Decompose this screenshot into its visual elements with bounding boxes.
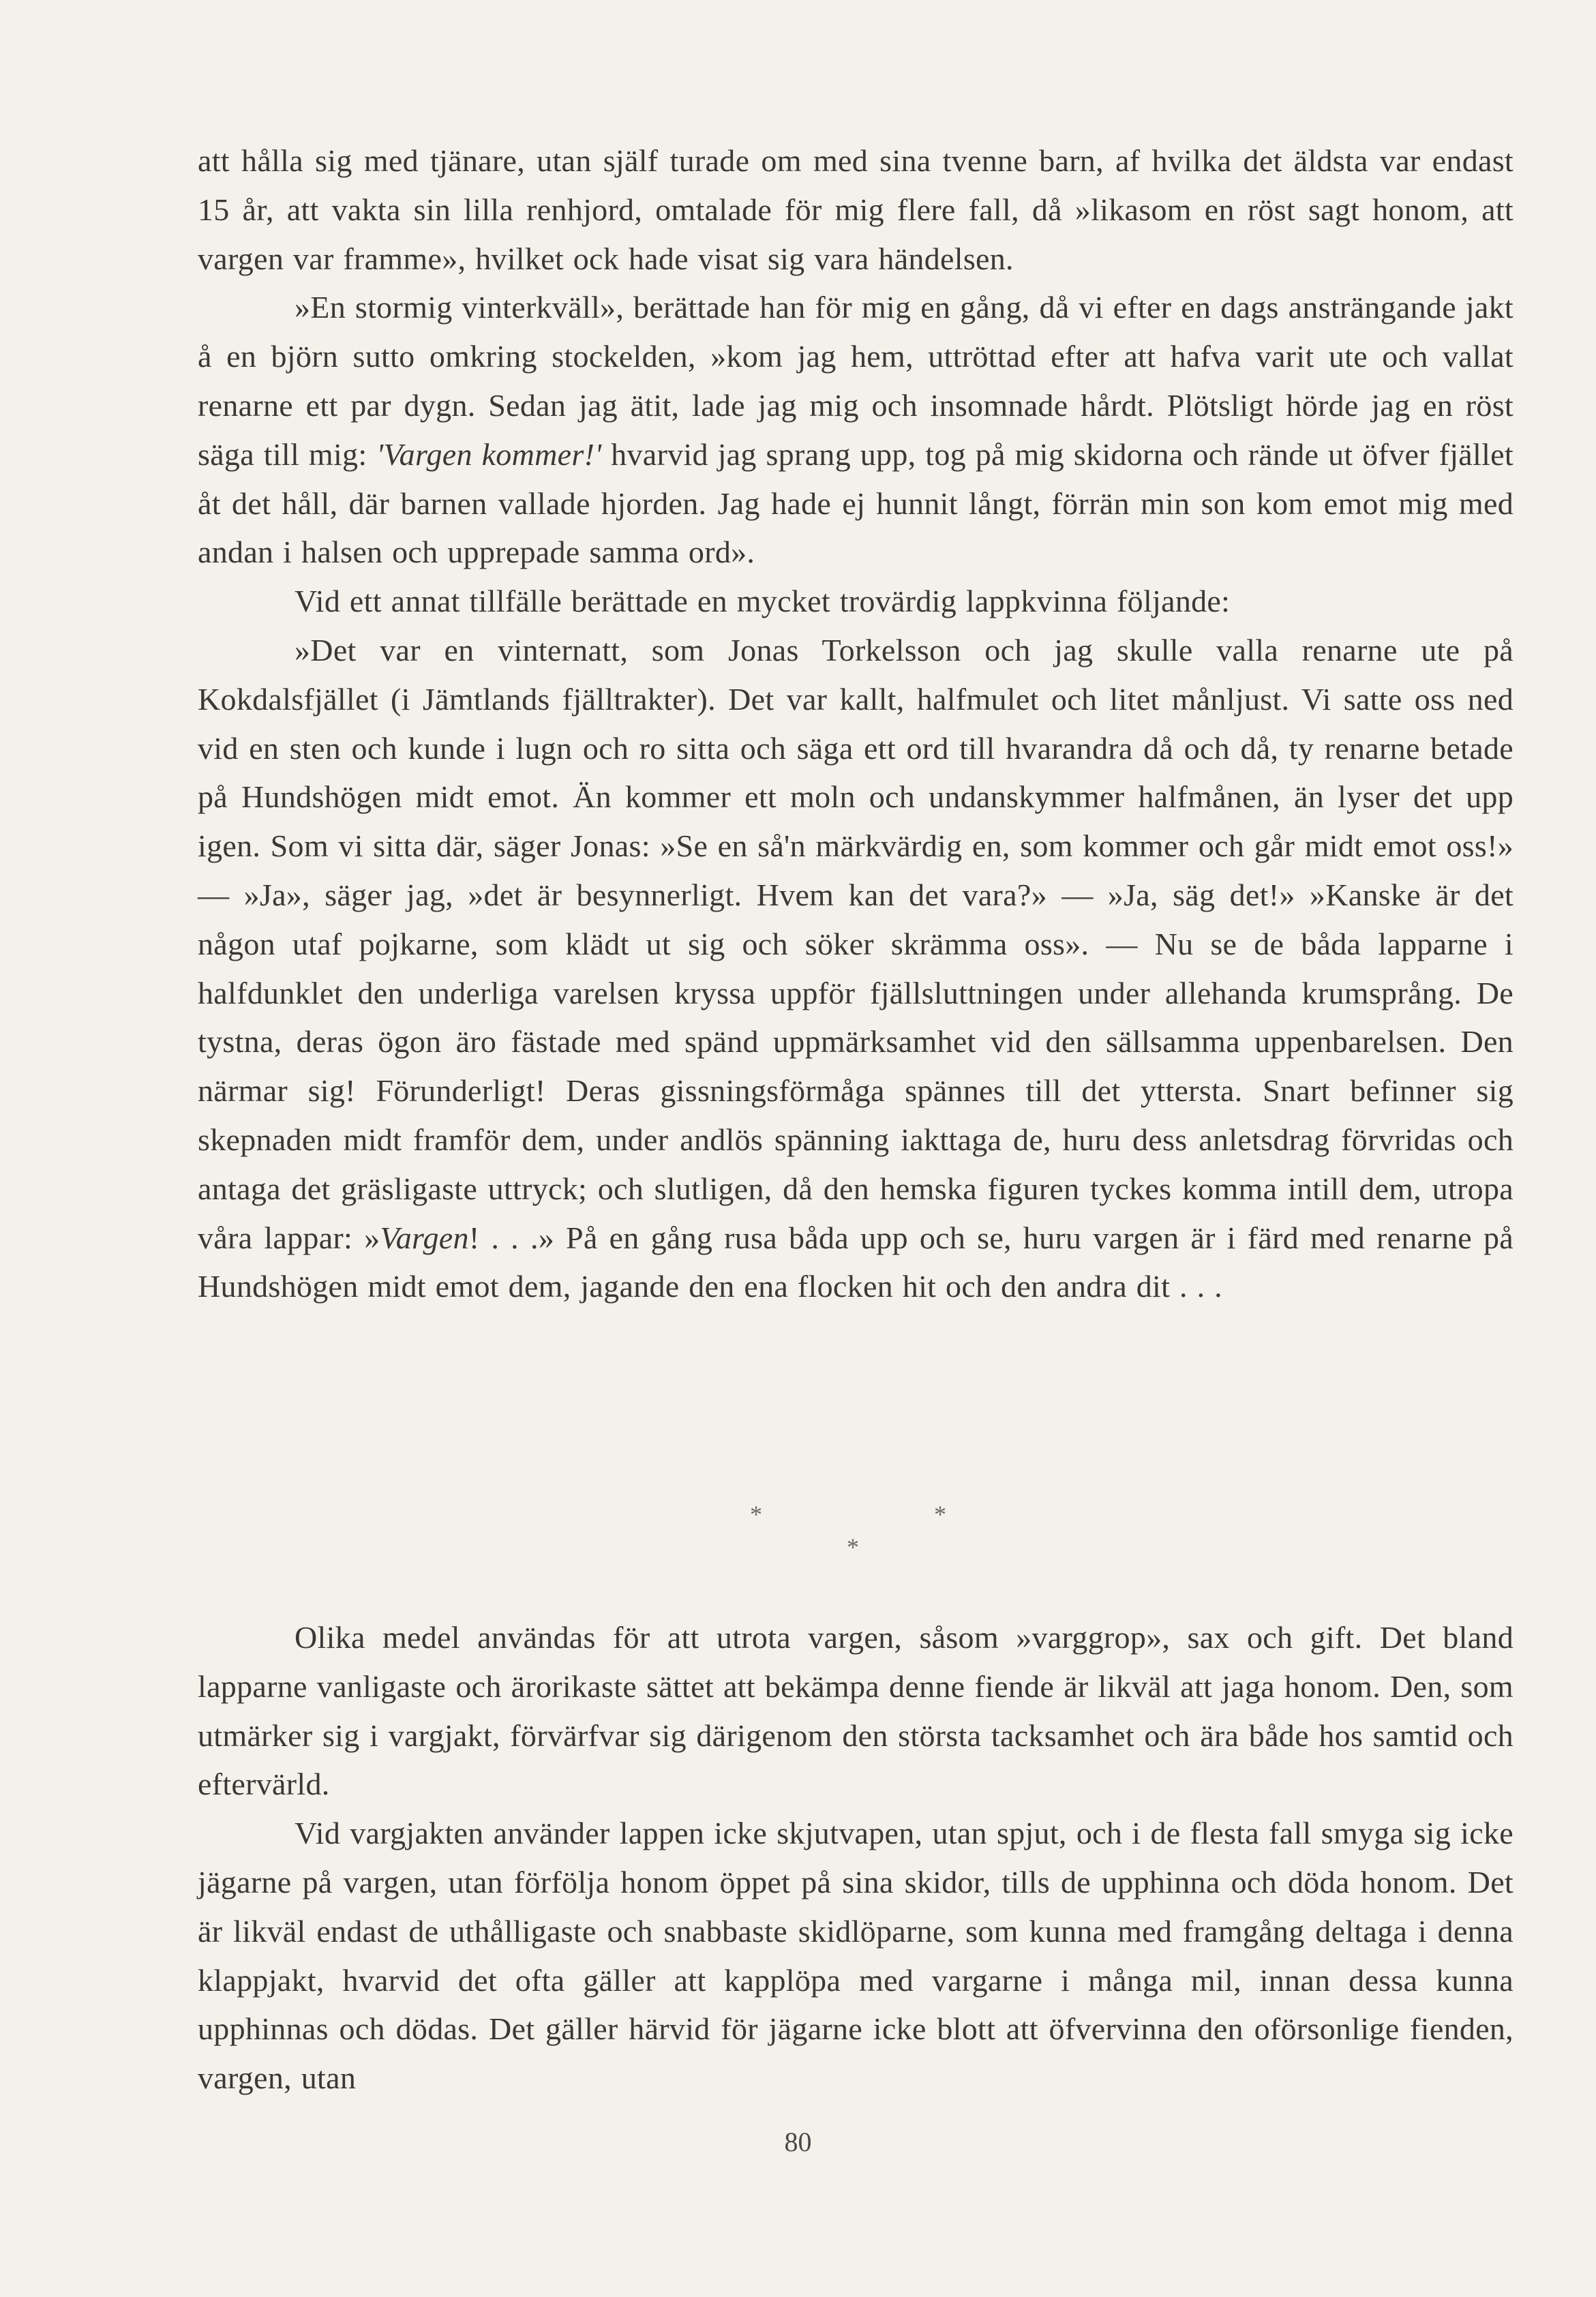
paragraph-2-italic-quote: 'Vargen kommer!' <box>376 436 602 472</box>
paragraph-3-text: Vid ett annat tillfälle berättade en mycket trovärdig lappkvinna följande: <box>295 584 1231 619</box>
divider-star-right: * <box>934 1501 946 1528</box>
divider-star-center: * <box>847 1533 859 1561</box>
paragraph-6 <box>198 1809 1514 2103</box>
bottom-text-section <box>198 1613 1514 2103</box>
paragraph-2 <box>198 283 1514 577</box>
page-number: 80 <box>784 2127 812 2157</box>
section-divider <box>0 1500 1596 1568</box>
top-text-section <box>198 136 1514 1311</box>
paragraph-4 <box>198 626 1514 1311</box>
paragraph-6-text: Vid vargjakten använder lappen icke skjutvapen, utan spjut, och i de flesta fall smyga sig icke jägarne på vargen, utan förfölja honom öppet på sina skidor, tills de upphinna och döda honom. Det är likväl endast de uthålligaste och snabbaste skidlöparne, som kunna med framgång deltaga i denna klappjakt, hvarvid det ofta gäller att kapplöpa med vargarne i många mil, innan dessa kunna upphinnas och dödas. Det gäller härvid för jägarne icke blott att öfvervinna den oförsonlige fienden, vargen, utan <box>198 1816 1514 2096</box>
paragraph-4-italic-word: Vargen <box>380 1220 469 1255</box>
paragraph-2-text-b: hvarvid jag sprang upp, tog på mig skidorna och rände ut öfver fjället åt det håll, där barnen vallade hjorden. Jag hade ej hunnit långt, förrän min son kom emot mig med andan i halsen och upprepade samma ord». <box>198 436 1514 570</box>
paragraph-1 <box>198 136 1514 283</box>
paragraph-4-text-a: »Det var en vinternatt, som Jonas Torkelsson och jag skulle valla renarne ute på Kokdalsfjället (i Jämtlands fjälltrakter). Det var kallt, halfmulet och litet månljust. Vi satte oss ned vid en sten och kunde i lugn och ro sitta och säga ett ord till hvarandra då och då, ty renarne betade på Hundshögen midt emot. Än kommer ett moln och undanskymmer halfmånen, än lyser det upp igen. Som vi sitta där, säger Jonas: »Se en så'n märkvärdig en, som kommer och går midt emot oss!» — »Ja», säger jag, »det är besynnerligt. Hvem kan det vara?» — »Ja, säg det!» »Kanske är det någon utaf pojkarne, som klädt ut sig och söker skrämma oss». — Nu se de båda lapparne i halfdunklet den underliga varelsen kryssa uppför fjällsluttningen under allehanda krumsprång. De tystna, deras ögon äro fästade med spänd uppmärksamhet vid den sällsamma uppenbarelsen. Den närmar sig! Förunderligt! Deras gissningsförmåga spännes till det yttersta. Snart befinner sig skepnaden midt framför dem, under andlös spänning iakttaga de, huru dess anletsdrag förvridas och antaga det gräsligaste uttryck; och slutligen, då den hemska figuren tyckes komma intill dem, utropa våra lappar: » <box>198 632 1514 1255</box>
paragraph-5 <box>198 1613 1514 1809</box>
paragraph-2-text-a: »En stormig vinterkväll», berättade han för mig en gång, då vi efter en dags ansträngande jakt å en björn sutto omkring stockelden, »kom jag hem, uttröttad efter att hafva varit ute och vallat renarne ett par dygn. Sedan jag ätit, lade jag mig och insomnade hårdt. Plötsligt hörde jag en röst säga till mig: <box>198 290 1514 472</box>
paragraph-4-text-b: ! . . .» På en gång rusa båda upp och se, huru vargen är i färd med renarne på Hundshögen midt emot dem, jagande den ena flocken hit och den andra dit . . . <box>198 1220 1514 1304</box>
paragraph-1-text: att hålla sig med tjänare, utan själf turade om med sina tvenne barn, af hvilka det äldsta var endast 15 år, att vakta sin lilla renhjord, omtalade för mig flere fall, då »likasom en röst sagt honom, att vargen var framme», hvilket ock hade visat sig vara händelsen. <box>198 143 1514 276</box>
divider-star-left: * <box>750 1501 762 1528</box>
paragraph-5-text: Olika medel användas för att utrota vargen, såsom »varggrop», sax och gift. Det bland lapparne vanligaste och ärorikaste sättet att bekämpa denne fiende är likväl att jaga honom. Den, som utmärker sig i vargjakt, förvärfvar sig därigenom den största tacksamhet och ära både hos samtid och eftervärld. <box>198 1620 1514 1802</box>
paragraph-3 <box>198 577 1514 626</box>
